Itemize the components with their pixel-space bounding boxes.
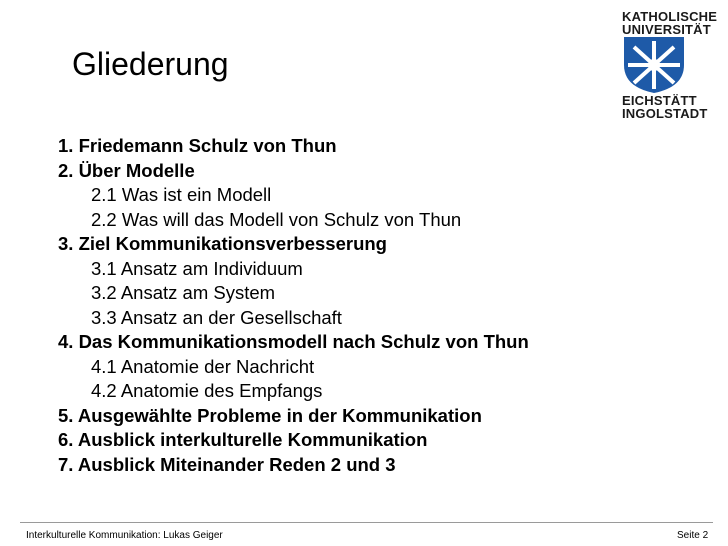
footer-page-number: Seite 2 [677,530,709,541]
toc-subsection: 3.3 Ansatz an der Gesellschaft [91,306,342,328]
toc-section: 7. Ausblick Miteinander Reden 2 und 3 [58,453,396,475]
footer-divider [20,522,713,523]
toc-subsection: 3.1 Ansatz am Individuum [91,257,303,279]
toc-subsection: 2.2 Was will das Modell von Schulz von Thun [91,208,462,230]
toc-section: 3. Ziel Kommunikationsverbesserung [58,233,387,254]
slide-title: Gliederung [72,46,229,82]
logo-text-line2: UNIVERSITÄT [622,22,711,37]
logo-text-line1: KATHOLISCHE [622,9,718,24]
toc-section: 4. Das Kommunikationsmodell nach Schulz von Thun [58,331,529,352]
university-logo [622,10,718,122]
toc-section: 1. Friedemann Schulz von Thun [58,135,337,156]
toc-section: 6. Ausblick interkulturelle Kommunikation [58,429,428,450]
toc-section: 2. Über Modelle [58,159,195,181]
university-emblem-icon [624,37,684,93]
logo-text-line3: EICHSTÄTT [622,93,697,108]
toc-subsection: 4.2 Anatomie des Empfangs [91,380,323,401]
toc-section: 5. Ausgewählte Probleme in der Kommunikation [58,404,482,426]
footer-author: Interkulturelle Kommunikation: Lukas Geiger [26,530,223,541]
toc-subsection: 3.2 Ansatz am System [91,282,276,303]
toc-subsection: 2.1 Was ist ein Modell [91,184,272,205]
logo-text-line4: INGOLSTADT [622,106,708,121]
toc-subsection: 4.1 Anatomie der Nachricht [91,355,315,377]
table-of-contents [58,134,529,477]
